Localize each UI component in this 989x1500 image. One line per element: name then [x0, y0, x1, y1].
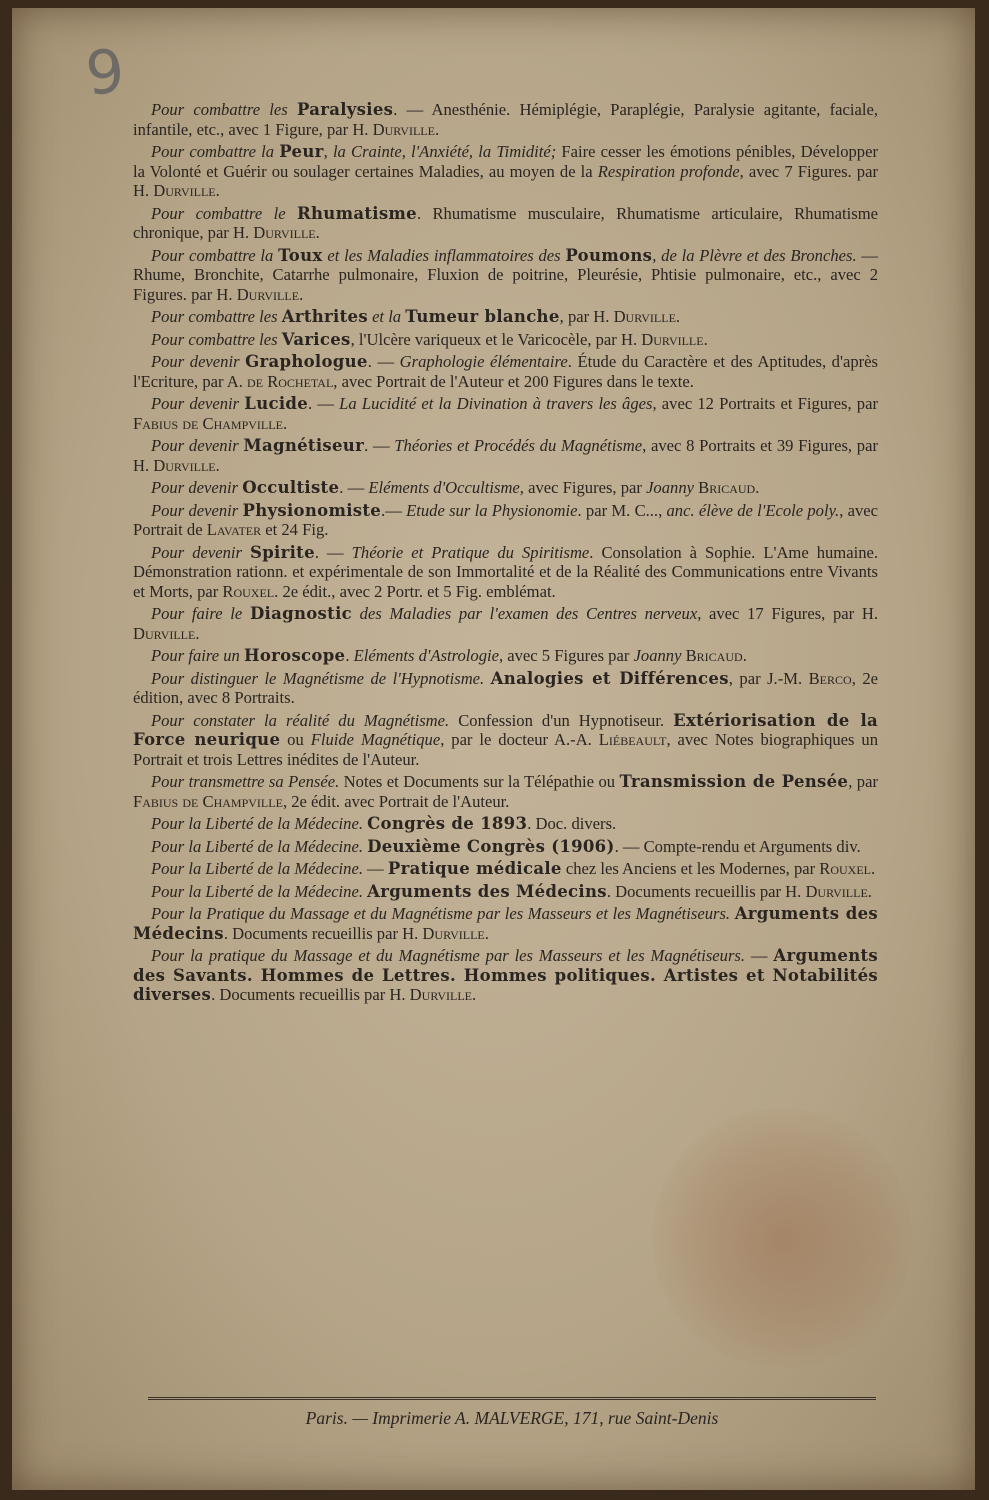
catalog-entry: [133, 246, 878, 305]
entry-text: .: [195, 623, 200, 643]
entry-text: Théorie et Pratique du Spiritisme: [351, 542, 590, 562]
entry-text: , avec 17 Figures, par H.: [697, 604, 878, 623]
entry-text: Eléments d'Occultisme: [368, 478, 520, 497]
entry-text: Pour combattre le: [151, 203, 297, 223]
entry-text: . Documents recueillis par H.: [211, 985, 410, 1004]
entry-text: , 2e édit. avec Portrait de l'Auteur.: [282, 791, 510, 811]
entry-text: .: [345, 646, 354, 665]
entry-text: Pour combattre la: [151, 245, 279, 265]
entry-text: Notes et Documents sur la Télépathie ou: [339, 772, 620, 791]
entry-text: —: [745, 946, 774, 965]
pencil-page-number: 9: [82, 36, 128, 110]
entry-text: La Lucidité et la Divination à travers les âges: [339, 394, 653, 413]
entry-text: .: [871, 859, 876, 878]
entry-text: Pour devenir: [151, 352, 246, 371]
entry-text: Pour distinguer le Magnétisme de l'Hypnotisme.: [151, 668, 491, 688]
entry-author: Durville: [372, 119, 435, 139]
entry-author: Durville: [409, 985, 473, 1004]
catalog-entry: [133, 394, 878, 433]
entry-author: Berco: [808, 668, 852, 688]
catalog-entry: [133, 436, 878, 475]
entry-keyword: Diagnostic: [249, 604, 352, 623]
entry-text: Pour combattre les: [151, 100, 297, 119]
entry-keyword: Horoscope: [243, 646, 346, 665]
catalog-entry: [133, 307, 878, 327]
entry-text: , avec Portrait de: [133, 500, 879, 539]
catalog-entry: [133, 946, 878, 1005]
entry-author: Durville: [153, 181, 216, 200]
entry-text: Pour combattre les: [151, 307, 282, 326]
entry-text: . — Compte-rendu et Arguments div.: [614, 836, 861, 856]
entry-text: .: [299, 284, 304, 304]
catalog-entry: [133, 669, 878, 708]
entry-keyword: Rhumatisme: [296, 203, 417, 223]
catalog-entry: [133, 837, 878, 857]
entry-keyword: Paralysies: [296, 100, 394, 119]
entry-text: .: [675, 307, 681, 326]
catalog-entry: [133, 646, 878, 666]
entry-text: Pour devenir: [151, 394, 245, 413]
entry-text: . par M. C...,: [577, 500, 667, 520]
entry-text: , de la Plèvre et des Bronches.: [652, 245, 857, 265]
entry-author: Lavater: [206, 520, 262, 539]
entry-text: , avec 5 Figures par: [498, 646, 634, 665]
entry-text: Pour combattre la: [151, 142, 280, 161]
entry-text: .: [215, 455, 220, 475]
entry-text: Théories et Procédés du Magnétisme: [394, 436, 643, 455]
entry-text: Pour la pratique du Massage et du Magnétisme par les Masseurs et les Magnétiseurs.: [151, 946, 746, 965]
catalog-entry: [133, 352, 878, 391]
entry-keyword: Arguments des Savants. Hommes de Lettres. Hommes politiques. Artistes et Notabilités diverses: [133, 946, 878, 1004]
entry-text: .—: [381, 500, 407, 520]
catalog-entry: [133, 330, 878, 350]
catalog-entry: [133, 501, 878, 540]
entry-text: Pour faire le: [151, 604, 250, 623]
entry-text: , avec Portrait de l'Auteur et 200 Figures dans le texte.: [333, 371, 694, 391]
entry-text: .: [282, 413, 288, 433]
catalog-entry: [133, 604, 878, 643]
entry-text: et les Maladies inflammatoires des: [322, 245, 566, 265]
catalog-entry: [133, 859, 878, 879]
entry-author: Rouxel: [819, 859, 872, 878]
entry-text: Pour la Liberté de la Médecine.: [151, 859, 363, 878]
entry-text: . —: [308, 394, 340, 413]
entry-text: , avec 7 Figures. par H.: [133, 161, 878, 200]
entry-keyword: Tumeur blanche: [405, 307, 560, 326]
entry-text: .: [472, 985, 477, 1004]
entry-keyword: Deuxième Congrès (1906): [367, 836, 615, 856]
entry-text: .: [742, 646, 747, 665]
catalog-entry: [133, 478, 878, 498]
entry-author: Durville: [153, 455, 216, 475]
stain-mark: [652, 1108, 912, 1368]
entry-keyword: Analogies et Différences: [490, 668, 729, 688]
entry-keyword: Arguments des Médecins: [367, 881, 607, 901]
catalog-entry: [133, 711, 878, 770]
catalog-entry: [133, 100, 878, 139]
entry-keyword: Poumons: [565, 245, 653, 265]
entry-text: . Consolation à Sophie. L'Ame humaine. Démonstration rationn. et expérimentale de son Immortalité et de la Réalité des Communications entre Vivants et Morts, par: [133, 542, 879, 601]
entry-author: Liébeault: [598, 730, 667, 749]
entry-text: Respiration profonde: [597, 161, 740, 181]
catalog-entry: [133, 882, 878, 902]
entry-keyword: Congrès de 1893: [367, 814, 528, 833]
entry-text: .: [755, 478, 760, 497]
entry-text: , par J.-M.: [728, 668, 809, 688]
entry-text: Pour constater la réalité du Magnétisme.: [151, 710, 450, 730]
entry-text: Pour transmettre sa Pensée.: [151, 772, 340, 791]
entry-text: Pour la Liberté de la Médecine.: [151, 814, 368, 833]
entry-text: Etude sur la Physionomie: [406, 500, 578, 520]
entry-text: . 2e édit., avec 2 Portr. et 5 Fig. emblémat.: [274, 581, 556, 601]
footer-rule: [148, 1397, 876, 1400]
entry-text: Pour la Liberté de la Médecine.: [151, 881, 368, 901]
entry-text: ou: [280, 730, 311, 749]
catalog-entry: [133, 204, 878, 243]
entry-text: , par le docteur A.-A.: [440, 730, 599, 749]
entry-text: .: [215, 181, 220, 200]
entry-author: Durville: [236, 284, 300, 304]
entry-text: — Rhume, Bronchite, Catarrhe pulmonaire, Fluxion de poitrine, Pleurésie, Phtisie pulmonaire, etc., avec 2 Figures. par H.: [133, 245, 878, 304]
entry-text: Pour devenir: [151, 542, 250, 562]
entry-text: . Doc. divers.: [527, 814, 617, 833]
entry-keyword: Spirite: [249, 542, 315, 562]
entry-text: , par: [848, 772, 878, 791]
entry-text: chez les Anciens et les Modernes, par: [561, 859, 820, 878]
entry-author: Fabius de Champville: [133, 791, 283, 811]
entry-text: Pour devenir: [151, 436, 244, 455]
entry-keyword: Lucide: [244, 394, 309, 413]
entry-text: , 2e édition, avec 8 Portraits.: [133, 668, 878, 707]
entry-keyword: Varices: [281, 329, 351, 349]
entry-text: , avec Notes biographiques un Portrait et trois Lettres inédites de l'Auteur.: [133, 730, 878, 769]
entry-text: Pour devenir: [151, 478, 243, 497]
entry-text: Faire cesser les émotions pénibles, Développer la Volonté et Guérir ou soulager certaines Maladies, au moyen de la: [133, 142, 878, 181]
entry-text: Graphologie élémentaire: [399, 352, 568, 371]
entry-keyword: Arthrites: [281, 307, 368, 326]
entry-text: Eléments d'Astrologie: [353, 646, 499, 665]
entry-text: Joanny: [633, 646, 682, 665]
entry-text: . Rhumatisme musculaire, Rhumatisme articulaire, Rhumatisme chronique, par H.: [133, 203, 878, 242]
entry-keyword: Magnétiseur: [243, 436, 365, 455]
entry-author: Durville: [133, 623, 196, 643]
entry-text: , avec Figures, par: [519, 478, 647, 497]
entry-keyword: Toux: [278, 245, 323, 265]
entry-text: . —: [314, 542, 352, 562]
catalog-entry: [133, 772, 878, 811]
printer-imprint: Paris. — Imprimerie A. MALVERGE, 171, rue Saint-Denis: [305, 1408, 719, 1428]
entry-text: des Maladies par l'examen des Centres nerveux: [352, 604, 698, 623]
entry-author: Durville: [422, 923, 485, 943]
entry-author: Durville: [613, 307, 676, 326]
entry-text: . —: [339, 478, 369, 497]
catalog-list: [133, 100, 878, 1008]
entry-text: Joanny: [646, 478, 694, 497]
entry-text: . Documents recueillis par H.: [606, 881, 806, 901]
entry-text: Pour combattre les: [151, 329, 282, 349]
entry-keyword: Transmission de Pensée: [619, 772, 849, 791]
entry-keyword: Pratique médicale: [387, 859, 562, 878]
entry-author: Durville: [253, 223, 316, 242]
catalog-entry: [133, 904, 878, 943]
entry-text: , avec 12 Portraits et Figures, par: [652, 394, 878, 413]
entry-text: Pour devenir: [151, 500, 243, 520]
entry-keyword: Physionomiste: [242, 500, 382, 520]
entry-text: Pour faire un: [151, 646, 244, 665]
entry-text: .: [867, 881, 872, 901]
entry-keyword: Graphologue: [245, 352, 368, 371]
entry-text: . —: [364, 436, 395, 455]
entry-text: anc. élève de l'Ecole poly.: [666, 500, 840, 520]
entry-text: et la: [367, 307, 406, 326]
entry-author: Bricaud: [685, 646, 743, 665]
catalog-entry: [133, 142, 878, 201]
entry-text: .: [703, 329, 708, 349]
entry-text: .: [315, 223, 320, 242]
entry-text: Confession d'un Hypnotiseur.: [449, 710, 674, 730]
entry-text: .: [434, 119, 440, 139]
entry-text: —: [362, 859, 388, 878]
catalog-entry: [133, 543, 878, 602]
entry-author: Rouxel: [222, 581, 275, 601]
entry-text: , la Crainte, l'Anxiété, la Timidité;: [323, 142, 557, 161]
entry-text: . —: [367, 352, 400, 371]
entry-keyword: Extériorisation de la Force neurique: [133, 710, 879, 749]
entry-text: . Documents recueillis par H.: [223, 923, 423, 943]
entry-text: Fluide Magnétique: [310, 730, 441, 749]
entry-keyword: Occultiste: [242, 478, 340, 497]
catalog-entry: [133, 814, 878, 834]
entry-keyword: Arguments des Médecins: [133, 904, 878, 943]
entry-text: , par H.: [559, 307, 614, 326]
entry-text: et 24 Fig.: [261, 520, 329, 539]
entry-keyword: Peur: [279, 142, 324, 161]
entry-text: Pour la Pratique du Massage et du Magnétisme par les Masseurs et les Magnétiseurs.: [151, 904, 735, 923]
entry-author: Durville: [641, 329, 704, 349]
entry-text: . — Anesthénie. Hémiplégie, Paraplégie, Paralysie agitante, faciale, infantile, etc., avec 1 Figure, par H.: [133, 100, 879, 139]
entry-author: de Rochetal: [247, 371, 334, 391]
entry-text: Pour la Liberté de la Médecine.: [151, 836, 368, 856]
entry-text: , l'Ulcère variqueux et le Varicocèle, par H.: [350, 329, 642, 349]
entry-text: .: [484, 923, 489, 943]
entry-author: Fabius de Champville: [133, 413, 283, 433]
entry-text: , avec 8 Portraits et 39 Figures, par H.: [133, 436, 878, 475]
entry-text: . Étude du Caractère et des Aptitudes, d'après l'Ecriture, par A.: [133, 352, 878, 391]
entry-author: Bricaud: [698, 478, 756, 497]
entry-author: Durville: [805, 881, 868, 901]
